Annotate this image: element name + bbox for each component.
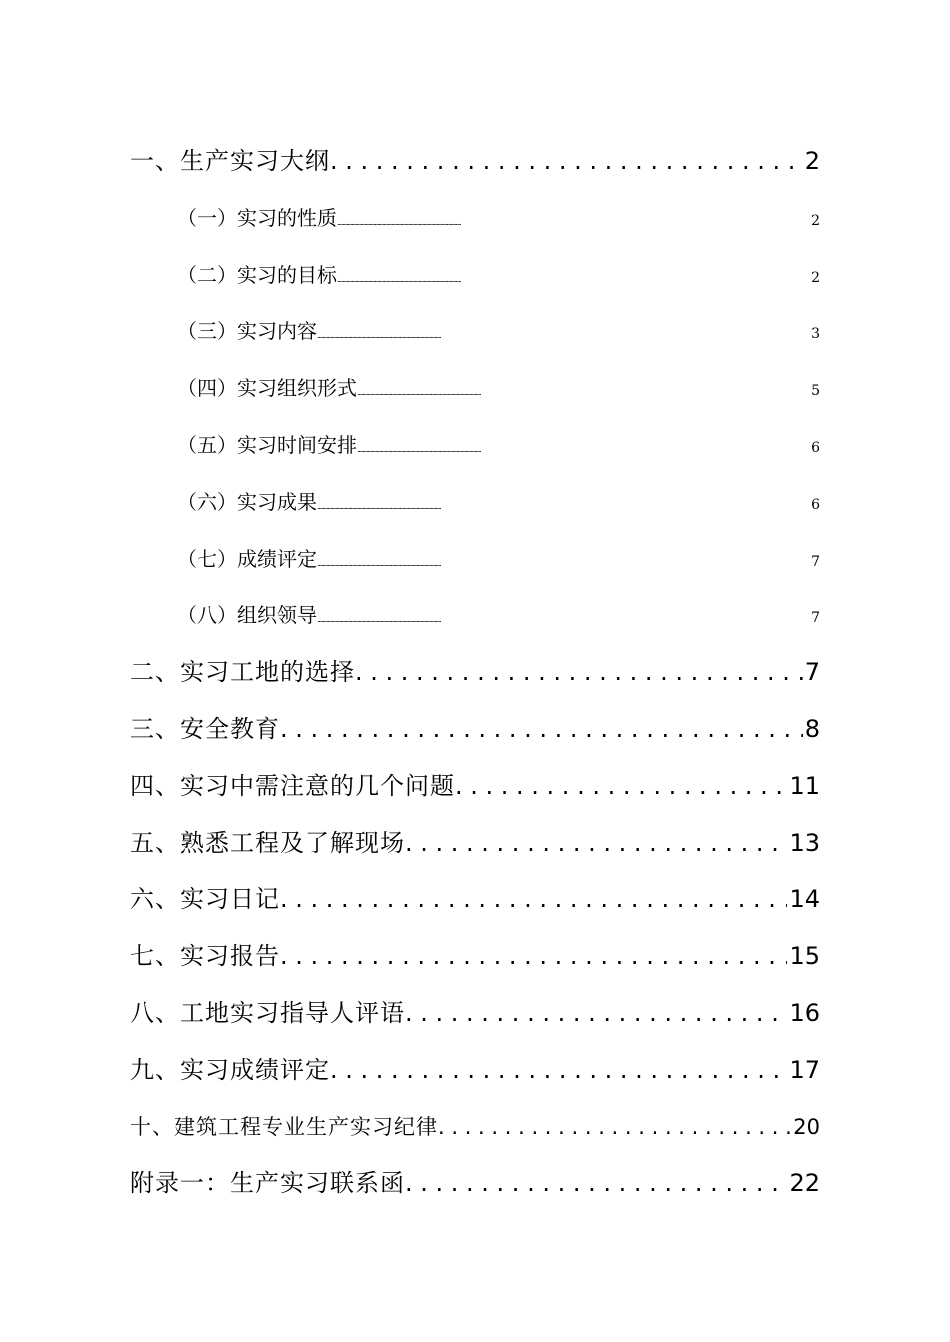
toc-subentry-title: （八）组织领导 [177,603,317,628]
dot-leader [355,644,803,701]
table-of-contents [130,133,820,1212]
toc-entry[interactable] [130,815,820,872]
toc-entry-page: 16 [789,998,820,1027]
toc-entry-page: 7 [804,658,820,687]
dot-leader [405,985,787,1042]
toc-entry[interactable] [130,701,820,758]
dot-leader [317,536,811,593]
toc-entry[interactable] [130,928,820,985]
toc-subentry-page: 7 [811,553,820,570]
toc-entry-title: 五、熟悉工程及了解现场 [130,828,405,857]
toc-subentry[interactable] [177,474,820,531]
dot-leader [337,252,811,309]
toc-subentry-title: （一）实习的性质 [177,205,337,230]
dot-leader [405,815,787,872]
dot-leader [317,308,811,365]
dot-leader [330,1042,787,1099]
toc-subentry-page: 3 [811,326,820,343]
toc-entry-page: 8 [804,714,820,743]
toc-subentry-title: （五）实习时间安排 [177,432,357,457]
dot-leader [280,928,787,985]
toc-entry-title: 二、实习工地的选择 [130,658,355,687]
dot-leader [357,422,811,479]
toc-entry-page: 2 [804,147,820,175]
toc-subentry[interactable] [177,360,820,417]
toc-subentry-title: （六）实习成果 [177,489,317,514]
toc-subentry[interactable] [177,190,820,247]
dot-leader [280,871,787,928]
toc-entry[interactable] [130,985,820,1042]
toc-entry-page: 20 [793,1114,820,1139]
toc-subentry-title: （三）实习内容 [177,319,317,344]
toc-subentry-page: 2 [811,212,820,229]
toc-entry[interactable] [130,644,820,701]
toc-entry-page: 13 [789,828,820,857]
toc-subentry-title: （四）实习组织形式 [177,376,357,401]
dot-leader [280,701,803,758]
toc-entry-title: 十、建筑工程专业生产实习纪律 [130,1114,438,1139]
toc-subentry-title: （七）成绩评定 [177,546,317,571]
toc-entry-title: 一、生产实习大纲 [130,147,330,175]
toc-subentry-page: 7 [811,610,820,627]
toc-subentry[interactable] [177,247,820,304]
toc-subentry[interactable] [177,587,820,644]
toc-entry[interactable] [130,1099,820,1156]
toc-entry[interactable] [130,133,820,190]
toc-entry-page: 17 [789,1055,820,1084]
dot-leader [438,1099,791,1156]
dot-leader [405,1155,787,1212]
toc-subentry[interactable] [177,531,820,588]
toc-subentry-title: （二）实习的目标 [177,262,337,287]
dot-leader [455,758,787,815]
dot-leader [337,195,811,252]
toc-subentry-page: 6 [811,439,820,456]
toc-entry-title: 三、安全教育 [130,714,280,743]
dot-leader [357,365,811,422]
toc-entry-page: 14 [789,885,820,914]
toc-entry-title: 附录一：生产实习联系函 [130,1169,405,1198]
toc-entry-title: 四、实习中需注意的几个问题 [130,771,455,800]
toc-entry-title: 九、实习成绩评定 [130,1055,330,1084]
toc-entry-page: 11 [789,771,820,800]
toc-entry[interactable] [130,1155,820,1212]
toc-subentry-page: 5 [811,383,820,400]
dot-leader [317,479,811,536]
toc-subentry[interactable] [177,417,820,474]
toc-entry-title: 六、实习日记 [130,885,280,914]
dot-leader [330,133,803,190]
dot-leader [317,592,811,649]
toc-entry-title: 七、实习报告 [130,942,280,971]
toc-entry[interactable] [130,758,820,815]
toc-entry[interactable] [130,1042,820,1099]
toc-subentry-page: 6 [811,496,820,513]
toc-entry-title: 八、工地实习指导人评语 [130,998,405,1027]
toc-subentry-page: 2 [811,269,820,286]
toc-subentry[interactable] [177,303,820,360]
toc-entry-page: 15 [789,942,820,971]
toc-entry-page: 22 [789,1169,820,1198]
toc-entry[interactable] [130,871,820,928]
